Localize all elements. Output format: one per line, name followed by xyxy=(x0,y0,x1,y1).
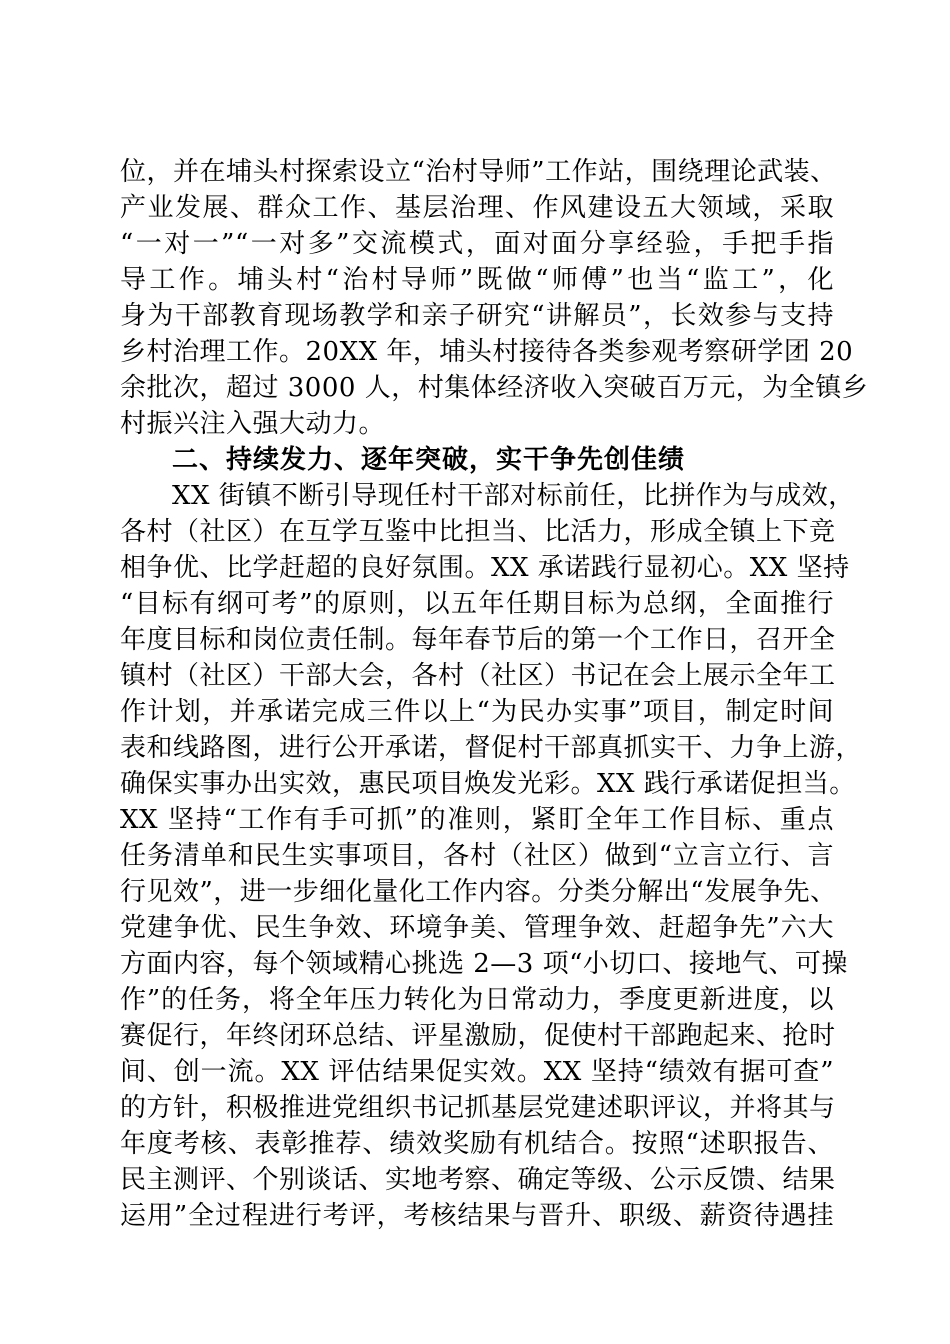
paragraph-2-line: 民主测评、个别谈话、实地考察、确定等级、公示反馈、结果 xyxy=(120,1165,836,1195)
paragraph-2-line: “目标有纲可考”的原则，以五年任期目标为总纲，全面推行 xyxy=(120,589,834,619)
paragraph-2-line: 作计划，并承诺完成三件以上“为民办实事”项目，制定时间 xyxy=(120,697,834,727)
paragraph-1-line: 位，并在埔头村探索设立“治村导师”工作站，围绕理论武装、 xyxy=(120,157,837,187)
paragraph-1-line: 身为干部教育现场教学和亲子研究“讲解员”，长效参与支持 xyxy=(120,301,834,331)
paragraph-2-line: 党建争优、民生争效、环境争美、管理争效、赶超争先”六大 xyxy=(120,913,834,943)
paragraph-2-line: 任务清单和民生实事项目，各村（社区）做到“立言立行、言 xyxy=(120,841,834,871)
paragraph-2-line: 各村（社区）在互学互鉴中比担当、比活力，形成全镇上下竞 xyxy=(120,517,836,547)
paragraph-2-line: 年度目标和岗位责任制。每年春节后的第一个工作日，召开全 xyxy=(120,625,836,655)
paragraph-2-line: 行见效”，进一步细化量化工作内容。分类分解出“发展争先、 xyxy=(120,877,837,907)
section-heading: 二、持续发力、逐年突破，实干争先创佳绩 xyxy=(172,445,686,475)
paragraph-2-line: 镇村（社区）干部大会，各村（社区）书记在会上展示全年工 xyxy=(120,661,836,691)
paragraph-1-line: 乡村治理工作。20XX 年，埔头村接待各类参观考察研学团 20 xyxy=(120,337,854,367)
paragraph-1-line: “一对一”“一对多”交流模式，面对面分享经验，手把手指 xyxy=(120,229,834,259)
paragraph-2-line: XX 坚持“工作有手可抓”的准则，紧盯全年工作目标、重点 xyxy=(120,805,834,835)
paragraph-2-line: 方面内容，每个领域精心挑选 2—3 项“小切口、接地气、可操 xyxy=(120,949,848,979)
paragraph-2-line: 表和线路图，进行公开承诺，督促村干部真抓实干、力争上游， xyxy=(120,733,863,763)
paragraph-2-line: 运用”全过程进行考评，考核结果与晋升、职级、薪资待遇挂 xyxy=(120,1201,834,1231)
paragraph-2-line: 相争优、比学赶超的良好氛围。XX 承诺践行显初心。XX 坚持 xyxy=(120,553,850,583)
paragraph-1-line: 村振兴注入强大动力。 xyxy=(120,409,386,439)
paragraph-1-line: 余批次，超过 3000 人，村集体经济收入突破百万元，为全镇乡 xyxy=(120,373,869,403)
paragraph-2-line: 间、创一流。XX 评估结果促实效。XX 坚持“绩效有据可查” xyxy=(120,1057,834,1087)
paragraph-2-line: 确保实事办出实效，惠民项目焕发光彩。XX 践行承诺促担当。 xyxy=(120,769,856,799)
paragraph-2-line: 作”的任务，将全年压力转化为日常动力，季度更新进度，以 xyxy=(120,985,834,1015)
paragraph-2-line: 年度考核、表彰推荐、绩效奖励有机结合。按照“述职报告、 xyxy=(120,1129,834,1159)
paragraph-1-line: 产业发展、群众工作、基层治理、作风建设五大领域，采取 xyxy=(120,193,834,223)
paragraph-1-line: 导工作。埔头村“治村导师”既做“师傅”也当“监工”，化 xyxy=(120,265,834,295)
paragraph-2-line: 的方针，积极推进党组织书记抓基层党建述职评议，并将其与 xyxy=(120,1093,836,1123)
paragraph-2-line: XX 街镇不断引导现任村干部对标前任，比拼作为与成效， xyxy=(172,481,855,511)
paragraph-2-line: 赛促行，年终闭环总结、评星激励，促使村干部跑起来、抢时 xyxy=(120,1021,836,1051)
